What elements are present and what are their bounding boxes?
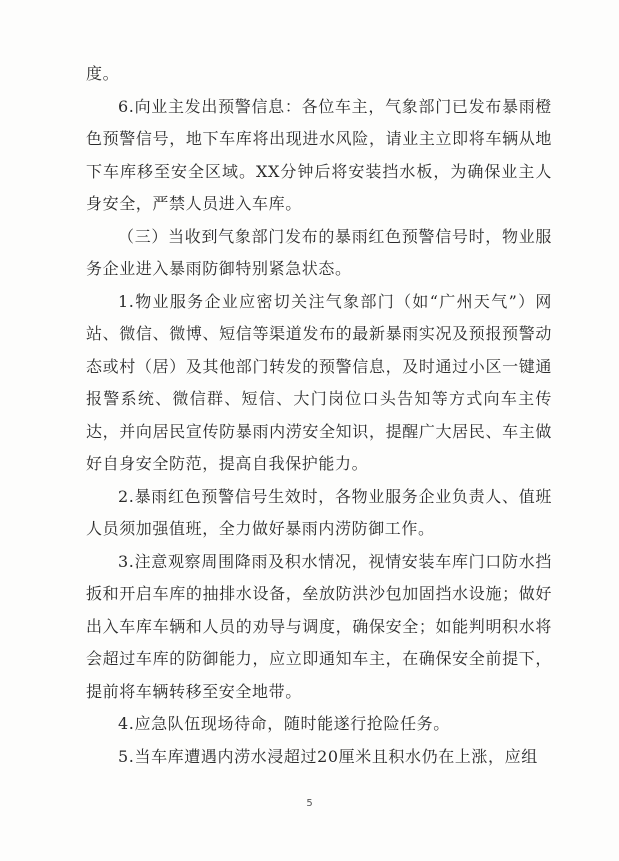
paragraph-item-4: 4.应急队伍现场待命，随时能遂行抢险任务。 [118,714,450,733]
page-number: 5 [306,798,313,809]
paragraph-item-2: 2.暴雨红色预警信号生效时，各物业服务企业负责人、值班人员须加强值班，全力做好暴雨内涝防御工作。 [86,486,552,538]
paragraph-item-3: 3.注意观察周围降雨及积水情况，视情安装车库门口防水挡扳和开启车库的抽排水设备，垒放防洪沙包加固挡水设施；做好出入车库车辆和人员的劝导与调度，确保安全；如能判明积水将会超过车库的防御能力，应立即通知车主，在确保安全前提下，提前将车辆转移至安全地带。 [86,551,552,701]
paragraph-item-5: 5.当车库遭遇内涝水浸超过20厘米且积水仍在上涨，应组 [118,746,538,766]
paragraph-item-6: 6.向业主发出预警信息：各位车主，气象部门已发布暴雨橙色预警信号，地下车库将出现进水风险，请业主立即将车辆从地下车库移至安全区域。XX分钟后将安装挡水板，为确保业主人身安全，严禁人员进入车库。 [86,96,552,213]
page-body [86,58,552,773]
paragraph-section-3: （三）当收到气象部门发布的暴雨红色预警信号时，物业服务企业进入暴雨防御特别紧急状态。 [86,226,552,278]
paragraph-item-1: 1.物业服务企业应密切关注气象部门（如“广州天气”）网站、微信、微博、短信等渠道发布的最新暴雨实况及预报预警动态或村（居）及其他部门转发的预警信息，及时通过小区一键通报警系统、微信群、短信、大门岗位口头告知等方式向车主传达，并向居民宣传防暴雨内涝安全知识，提醒广大居民、车主做好自身安全防范，提高自我保护能力。 [86,291,552,473]
paragraph-continuation: 度。 [86,64,120,83]
